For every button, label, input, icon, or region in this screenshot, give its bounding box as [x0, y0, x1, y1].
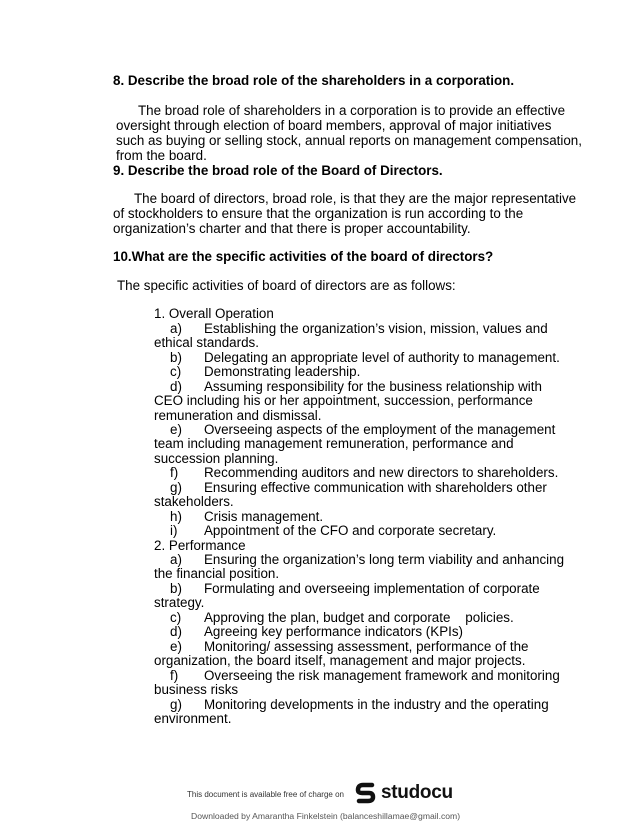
item-label: c) — [170, 364, 182, 379]
item-cont: organization, the board itself, management and major projects. — [154, 653, 526, 668]
list-item — [170, 697, 549, 712]
q8-line: The broad role of shareholders in a corporation is to provide an effective — [138, 103, 566, 118]
section-title: 2. Performance — [154, 538, 246, 553]
list-item — [170, 509, 323, 524]
item-label: g) — [170, 697, 182, 712]
item-label: g) — [170, 480, 182, 495]
item-label: f) — [170, 668, 179, 683]
item-text: Approving the plan, budget and corporate policies. — [204, 610, 514, 625]
list-item — [170, 581, 540, 596]
item-label: e) — [170, 639, 182, 654]
list-item — [170, 350, 560, 365]
item-text: Assuming responsibility for the business relationship with — [204, 379, 542, 394]
item-text: Delegating an appropriate level of authority to management. — [204, 350, 560, 365]
list-item — [170, 422, 555, 437]
list-item — [170, 624, 463, 639]
item-text: Formulating and overseeing implementation of corporate — [204, 581, 540, 596]
q8-line: from the board. — [116, 148, 207, 163]
download-notice: Downloaded by Amarantha Finkelstein (balanceshillamae@gmail.com) — [191, 811, 461, 821]
item-text: Ensuring the organization’s long term viability and anhancing — [204, 552, 565, 567]
item-cont: strategy. — [154, 595, 205, 610]
studocu-brand: studocu — [381, 782, 453, 803]
list-item — [170, 639, 529, 654]
list-item — [170, 552, 564, 567]
item-label: c) — [170, 610, 182, 625]
list-item — [170, 610, 514, 625]
item-label: d) — [170, 379, 182, 394]
studocu-link[interactable] — [354, 780, 454, 808]
item-cont: succession planning. — [154, 451, 279, 466]
list-item — [170, 364, 360, 379]
item-text: Establishing the organization’s vision, mission, values and — [204, 321, 548, 336]
item-cont: team including management remuneration, performance and — [154, 436, 514, 451]
item-text: Monitoring developments in the industry and the operating — [204, 697, 549, 712]
item-cont: business risks — [154, 682, 239, 697]
item-text: Demonstrating leadership. — [204, 364, 361, 379]
item-cont: environment. — [154, 711, 232, 726]
item-label: i) — [170, 523, 178, 538]
item-label: h) — [170, 509, 182, 524]
item-text: Monitoring/ assessing assessment, performance of the — [204, 639, 529, 654]
item-label: b) — [170, 350, 182, 365]
list-item — [170, 321, 548, 336]
q9-line: of stockholders to ensure that the organization is run according to the — [113, 206, 524, 221]
item-text: Crisis management. — [204, 509, 324, 524]
list-item — [170, 379, 542, 394]
section-title: 1. Overall Operation — [154, 306, 274, 321]
q10-heading: 10.What are the specific activities of the board of directors? — [113, 249, 494, 264]
item-label: a) — [170, 552, 182, 567]
item-text: Overseeing aspects of the employment of the management — [204, 422, 556, 437]
studocu-logo-icon — [354, 780, 378, 806]
item-label: e) — [170, 422, 182, 437]
item-text: Appointment of the CFO and corporate secretary. — [204, 523, 497, 538]
item-cont: the financial position. — [154, 566, 280, 581]
item-label: a) — [170, 321, 182, 336]
item-text: Recommending auditors and new directors to shareholders. — [204, 465, 559, 480]
footer-notice: This document is available free of charge on — [187, 790, 344, 799]
list-item — [170, 523, 496, 538]
q9-line: The board of directors, broad role, is that they are the major representative — [134, 191, 577, 206]
item-label: b) — [170, 581, 182, 596]
list-item — [170, 480, 547, 495]
item-cont: ethical standards. — [154, 335, 259, 350]
list-item — [170, 465, 558, 480]
q10-intro: The specific activities of board of directors are as follows: — [117, 278, 456, 293]
item-label: d) — [170, 624, 182, 639]
q8-heading: 8. Describe the broad role of the shareholders in a corporation. — [113, 73, 515, 88]
item-text: Agreeing key performance indicators (KPIs) — [204, 624, 463, 639]
item-cont: stakeholders. — [154, 494, 234, 509]
item-label: f) — [170, 465, 179, 480]
q9-line: organization’s charter and that there is proper accountability. — [113, 221, 471, 236]
item-cont: CEO including his or her appointment, succession, performance — [154, 393, 533, 408]
item-text: Overseeing the risk management framework and monitoring — [204, 668, 560, 683]
item-text: Ensuring effective communication with shareholders other — [204, 480, 547, 495]
item-cont: remuneration and dismissal. — [154, 408, 322, 423]
q9-heading: 9. Describe the broad role of the Board of Directors. — [113, 163, 443, 178]
q8-line: oversight through election of board members, approval of major initiatives — [116, 118, 552, 133]
list-item — [170, 668, 560, 683]
q8-line: such as buying or selling stock, annual reports on management compensation, — [116, 133, 582, 148]
